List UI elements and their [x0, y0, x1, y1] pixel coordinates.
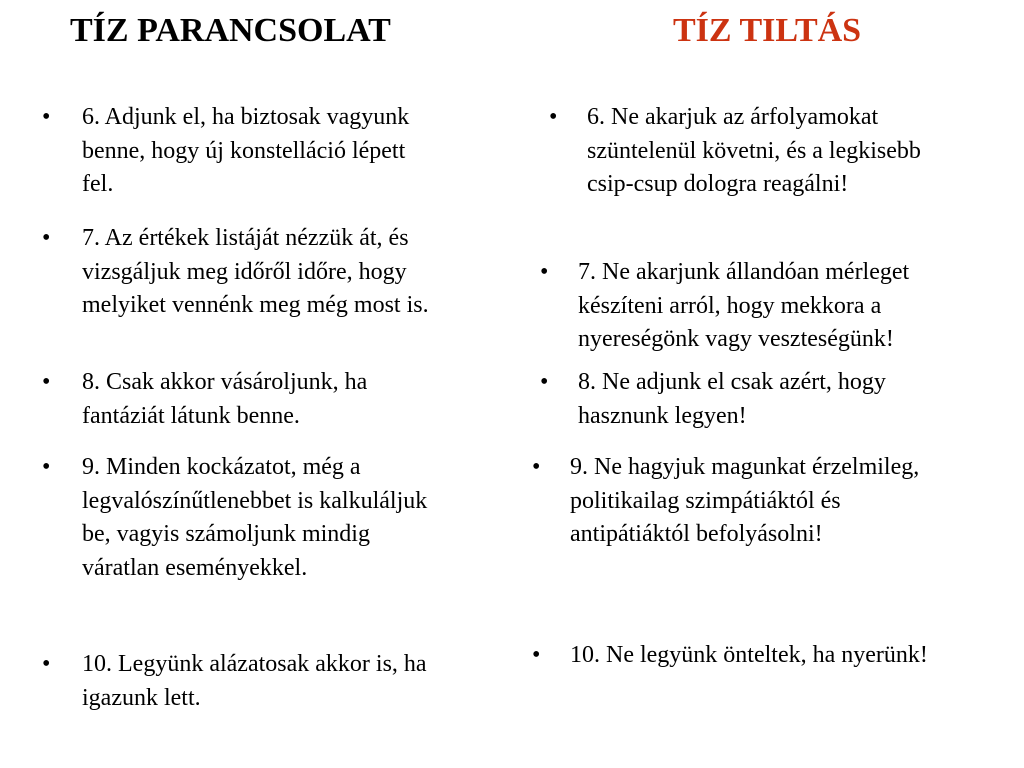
bullet: • [42, 369, 51, 395]
list-item-text: 10. Legyünk alázatosak akkor is, ha igazunk lett. [82, 651, 427, 711]
list-item-text: 8. Csak akkor vásároljunk, ha fantáziát látunk benne. [82, 369, 368, 429]
list-item-text: 6. Ne akarjuk az árfolyamokat szüntelenül követni, és a legkisebb csip-csup dologra reagálni! [587, 104, 921, 197]
left-column-title: TÍZ PARANCSOLAT [70, 12, 391, 49]
bullet: • [42, 651, 51, 677]
list-item-text: 8. Ne adjunk el csak azért, hogy hasznunk legyen! [578, 369, 886, 429]
list-item [532, 639, 932, 673]
list-item [42, 222, 442, 323]
list-item [42, 648, 442, 715]
list-item-text: 9. Minden kockázatot, még a legvalószínűtlenebbet is kalkuláljuk be, vagyis számoljunk mindig váratlan eseményekkel. [82, 454, 428, 581]
bullet: • [42, 225, 51, 251]
bullet: • [540, 259, 549, 285]
list-item-text: 9. Ne hagyjuk magunkat érzelmileg, politikailag szimpátiáktól és antipátiáktól befolyásolni! [570, 454, 920, 547]
list-item [549, 101, 929, 202]
bullet: • [549, 104, 558, 130]
right-column-title: TÍZ TILTÁS [673, 12, 862, 49]
bullet: • [42, 454, 51, 480]
list-item-text: 7. Az értékek listáját nézzük át, és vizsgáljuk meg időről időre, hogy melyiket vennénk meg még most is. [82, 225, 429, 318]
list-item-text: 7. Ne akarjunk állandóan mérleget készíteni arról, hogy mekkora a nyereségönk vagy veszteségünk! [578, 259, 910, 352]
bullet: • [532, 454, 541, 480]
bullet: • [42, 104, 51, 130]
list-item [540, 256, 990, 357]
list-item [42, 451, 442, 585]
list-item [532, 451, 932, 552]
bullet: • [532, 642, 541, 668]
list-item [540, 366, 980, 433]
list-item-text: 10. Ne legyünk önteltek, ha nyerünk! [570, 642, 928, 668]
bullet: • [540, 369, 549, 395]
list-item [42, 366, 442, 433]
list-item-text: 6. Adjunk el, ha biztosak vagyunk benne, hogy új konstelláció lépett fel. [82, 104, 410, 197]
list-item [42, 101, 422, 202]
